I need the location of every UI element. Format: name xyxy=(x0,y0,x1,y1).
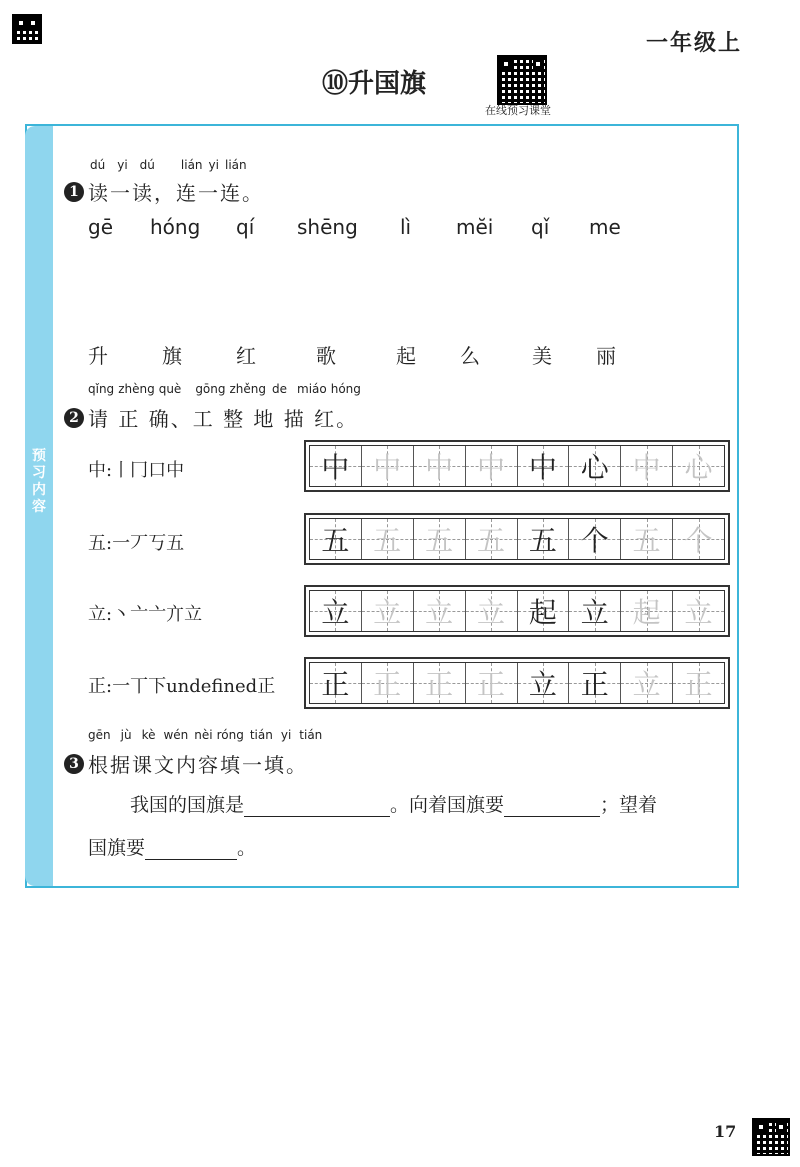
grade-label: 一年级上 xyxy=(646,31,743,56)
fill-in-line-2: 国旗要 。 xyxy=(88,837,257,859)
tracing-grid xyxy=(304,440,730,492)
section2-heading: 2 请 正 确、工 整 地 描 红。 xyxy=(64,403,358,432)
tracing-cell[interactable]: 中 xyxy=(362,446,414,486)
tracing-cell[interactable]: 正 xyxy=(310,663,362,703)
fill-in-line-1: 我国的国旗是 。向着国旗要 ；望着 xyxy=(130,794,658,816)
tracing-cell[interactable]: 个 xyxy=(673,519,724,559)
page-number: 17 xyxy=(714,1122,737,1141)
section1-number: 1 xyxy=(64,182,84,202)
tracing-cell[interactable]: 立 xyxy=(466,591,518,631)
tracing-cell[interactable]: 立 xyxy=(673,591,724,631)
tracing-cell[interactable]: 起 xyxy=(518,591,570,631)
answer-blank[interactable] xyxy=(244,792,390,817)
tracing-cell[interactable]: 正 xyxy=(569,663,621,703)
pinyin-word[interactable]: gē xyxy=(88,215,113,239)
character-word[interactable]: 升 xyxy=(88,344,108,368)
bottom-right-qr-code xyxy=(752,1118,790,1156)
tracing-cell[interactable]: 五 xyxy=(621,519,673,559)
pinyin-word[interactable]: mĕi xyxy=(456,215,494,239)
pinyin-word[interactable]: shēng xyxy=(297,215,358,239)
lesson-title-text: 升国旗 xyxy=(348,69,427,99)
tracing-cell[interactable]: 起 xyxy=(621,591,673,631)
tracing-cell[interactable]: 五 xyxy=(414,519,466,559)
sidebar-label: 预 习 内 容 xyxy=(32,448,46,515)
tracing-cell[interactable]: 立 xyxy=(362,591,414,631)
tracing-cell[interactable]: 正 xyxy=(414,663,466,703)
tracing-grid xyxy=(304,513,730,565)
tracing-cell[interactable]: 中 xyxy=(518,446,570,486)
tracing-cell[interactable]: 五 xyxy=(466,519,518,559)
tracing-cell[interactable]: 正 xyxy=(362,663,414,703)
tracing-cell[interactable]: 立 xyxy=(414,591,466,631)
tracing-grid xyxy=(304,657,730,709)
character-word[interactable]: 美 xyxy=(532,344,552,368)
character-word[interactable]: 红 xyxy=(236,344,256,368)
stroke-order-label: 正:一丅下undefined正 xyxy=(88,676,276,697)
top-left-qr-code xyxy=(12,14,42,44)
pinyin-word[interactable]: lì xyxy=(400,215,412,239)
tracing-cell[interactable]: 中 xyxy=(621,446,673,486)
tracing-cell[interactable]: 立 xyxy=(621,663,673,703)
tracing-cell[interactable]: 中 xyxy=(414,446,466,486)
tracing-cell[interactable]: 心 xyxy=(569,446,621,486)
section3-heading: 3 根据课文内容填一填。 xyxy=(64,749,308,778)
tracing-cell[interactable]: 立 xyxy=(569,591,621,631)
answer-blank[interactable] xyxy=(504,792,600,817)
character-word[interactable]: 歌 xyxy=(316,344,336,368)
tracing-cell[interactable]: 心 xyxy=(673,446,724,486)
answer-blank[interactable] xyxy=(145,835,237,860)
character-word[interactable]: 起 xyxy=(396,344,416,368)
tracing-cell[interactable]: 五 xyxy=(362,519,414,559)
tracing-cell[interactable]: 正 xyxy=(673,663,724,703)
character-word[interactable]: 旗 xyxy=(162,344,182,368)
section1-heading: 1 读一读，连一连。 xyxy=(64,177,264,206)
character-word[interactable]: 么 xyxy=(460,344,480,368)
stroke-order-label: 立:丶亠亠亣立 xyxy=(88,604,203,625)
pinyin-word[interactable]: me xyxy=(589,215,621,239)
section3-number: 3 xyxy=(64,754,84,774)
tracing-cell[interactable]: 五 xyxy=(310,519,362,559)
section1-pinyin-hint: dú yi dú lián yi lián xyxy=(90,158,247,172)
tracing-cell[interactable]: 立 xyxy=(310,591,362,631)
section2-number: 2 xyxy=(64,408,84,428)
tracing-cell[interactable]: 中 xyxy=(310,446,362,486)
section3-pinyin-hint: gēn jù kè wén nèi róng tián yi tián xyxy=(88,728,323,742)
pinyin-word[interactable]: hóng xyxy=(150,215,201,239)
tracing-grid xyxy=(304,585,730,637)
lesson-qr-code[interactable] xyxy=(497,55,547,105)
tracing-cell[interactable]: 五 xyxy=(518,519,570,559)
tracing-cell[interactable]: 个 xyxy=(569,519,621,559)
tracing-cell[interactable]: 立 xyxy=(518,663,570,703)
pinyin-word[interactable]: qí xyxy=(236,215,255,239)
character-word[interactable]: 丽 xyxy=(596,344,616,368)
tracing-cell[interactable]: 中 xyxy=(466,446,518,486)
pinyin-word[interactable]: qǐ xyxy=(531,215,550,239)
stroke-order-label: 中:丨冂口中 xyxy=(88,460,185,481)
qr-caption: 在线预习课堂 xyxy=(485,104,551,117)
tracing-cell[interactable]: 正 xyxy=(466,663,518,703)
stroke-order-label: 五:一丆丂五 xyxy=(88,533,185,554)
lesson-number: ⑩ xyxy=(322,69,349,99)
lesson-title xyxy=(322,63,426,100)
section2-pinyin-hint: qǐng zhèng què gōng zhěng de miáo hóng xyxy=(88,382,361,396)
